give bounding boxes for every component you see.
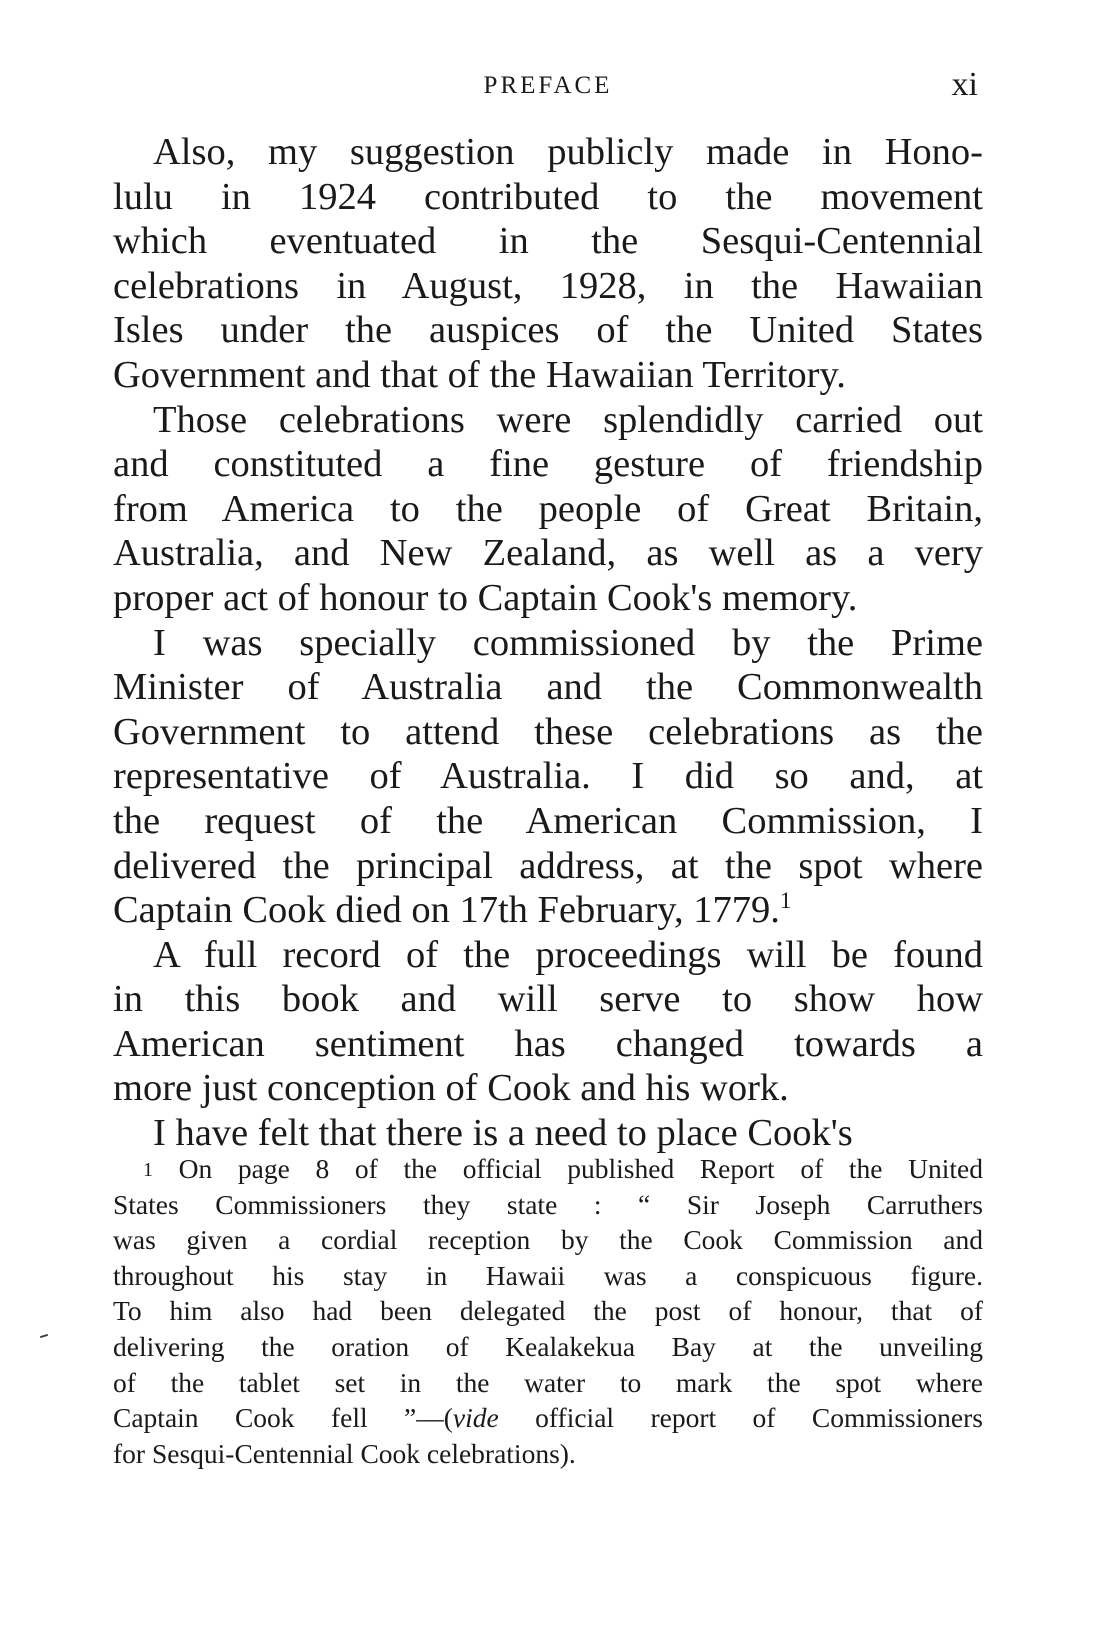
text-line: more just conception of Cook and his work. bbox=[113, 1067, 789, 1110]
footnote-line: delivering the oration of Kealakekua Bay at the unveiling bbox=[113, 1330, 983, 1362]
text-line: American sentiment has changed towards a bbox=[113, 1022, 983, 1065]
text-line: and constituted a fine gesture of friendship bbox=[113, 443, 983, 486]
text-line: Those celebrations were splendidly carried out bbox=[153, 398, 983, 441]
footnote-line: Captain Cook fell ”—(vide official report of Commissioners bbox=[113, 1402, 983, 1434]
footnote-reference: 1 bbox=[779, 887, 792, 914]
text-line: which eventuated in the Sesqui-Centennial bbox=[113, 220, 983, 263]
text-line: A full record of the proceedings will be found bbox=[153, 933, 983, 976]
text-line: Isles under the auspices of the United States bbox=[113, 309, 983, 352]
body-text bbox=[113, 130, 983, 1156]
text-line: the request of the American Commission, I bbox=[113, 799, 983, 842]
footnote-line: was given a cordial reception by the Cook Commission and bbox=[113, 1224, 983, 1256]
footnote-line: for Sesqui-Centennial Cook celebrations). bbox=[113, 1437, 576, 1469]
text-line: in this book and will serve to show how bbox=[113, 978, 983, 1021]
footnote bbox=[113, 1151, 983, 1471]
footnote-line: of the tablet set in the water to mark the spot where bbox=[113, 1366, 983, 1398]
italic-term: vide bbox=[452, 1402, 499, 1434]
page-number: xi bbox=[951, 66, 978, 103]
margin-mark bbox=[40, 1334, 48, 1338]
text-line: Government to attend these celebrations as the bbox=[113, 710, 983, 753]
text-line: Minister of Australia and the Commonwealth bbox=[113, 666, 983, 709]
footnote-line: throughout his stay in Hawaii was a conspicuous figure. bbox=[113, 1259, 983, 1291]
text-line: Also, my suggestion publicly made in Hono- bbox=[153, 131, 983, 173]
text-line: representative of Australia. I did so and, at bbox=[113, 755, 983, 798]
footnote-line: States Commissioners they state : “ Sir Joseph Carruthers bbox=[113, 1188, 983, 1220]
text-line: Government and that of the Hawaiian Territory. bbox=[113, 353, 846, 396]
text-line: proper act of honour to Captain Cook's memory. bbox=[113, 576, 858, 619]
text-line: I was specially commissioned by the Prime bbox=[153, 621, 983, 664]
footnote-line: To him also had been delegated the post of honour, that of bbox=[113, 1295, 983, 1327]
running-head bbox=[110, 66, 986, 106]
text-line: I have felt that there is a need to place Cook's bbox=[153, 1112, 853, 1155]
footnote-line: 1 On page 8 of the official published Report of the United bbox=[143, 1153, 984, 1184]
text-line: celebrations in August, 1928, in the Hawaiian bbox=[113, 264, 983, 307]
footnote-marker: 1 bbox=[143, 1159, 153, 1181]
text-line-with-footnote-ref bbox=[113, 888, 983, 933]
text-line: delivered the principal address, at the spot where bbox=[113, 844, 983, 887]
text-line: Australia, and New Zealand, as well as a very bbox=[113, 532, 983, 575]
running-title: PREFACE bbox=[483, 72, 613, 99]
text-line: from America to the people of Great Britain, bbox=[113, 487, 983, 530]
text-line: Captain Cook died on 17th February, 1779. bbox=[113, 889, 780, 932]
text-line: lulu in 1924 contributed to the movement bbox=[113, 175, 983, 218]
